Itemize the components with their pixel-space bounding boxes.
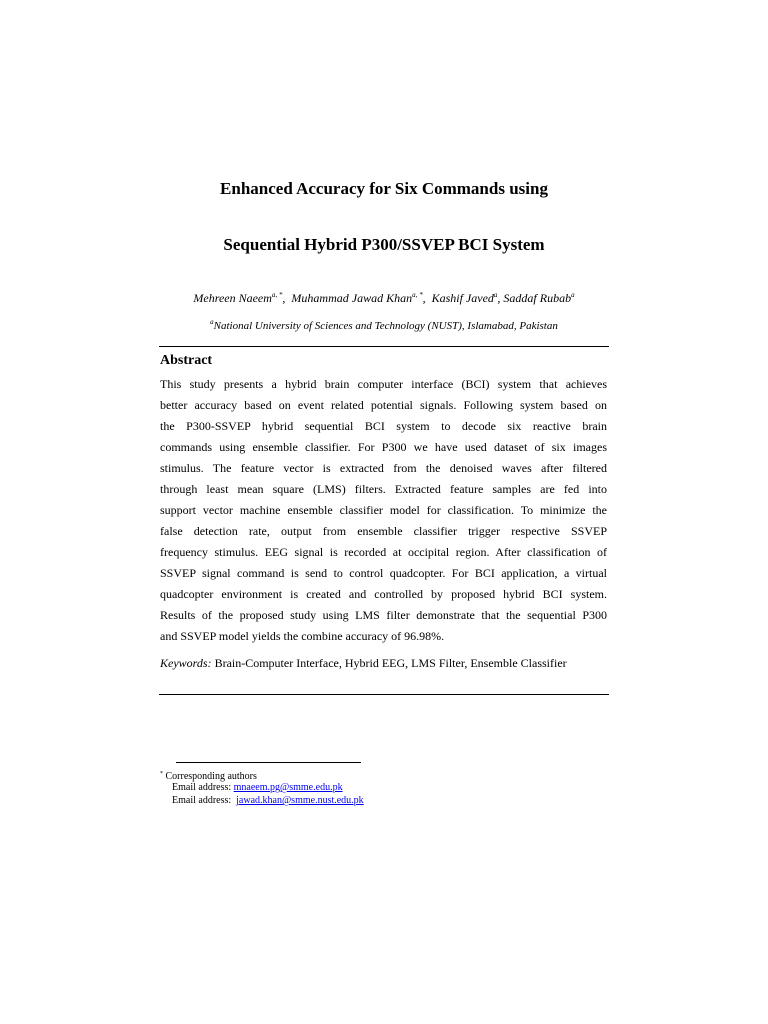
author-list: Mehreen Naeem$^{a, *}$, Muhammad Jawad Khan$^{a, *}$, Kashif Javed$^a$, Saddaf Rubab$^a$ [193, 291, 575, 305]
abstract-line: frequency stimulus. EEG signal is recorded at occipital region. After classification of [160, 545, 607, 559]
email-label: Email address: [172, 795, 237, 806]
abstract-line: and SSVEP model yields the combine accuracy of 96.98%. [160, 629, 445, 643]
abstract-line: commands using ensemble classifier. For P300 we have used dataset of six images [160, 440, 607, 454]
footnote-mark: * [160, 771, 163, 777]
abstract-line: the P300-SSVEP hybrid sequential BCI system to decode six reactive brain [160, 419, 607, 433]
abstract-line: through least mean square (LMS) filters. Extracted feature samples are fed into [160, 482, 607, 496]
abstract-line: stimulus. The feature vector is extracted from the denoised waves after filtered [160, 461, 607, 475]
abstract-line: false detection rate, output from ensemble classifier trigger respective SSVEP [160, 524, 607, 538]
abstract-body [160, 374, 607, 647]
footnote-email-2 [172, 794, 364, 807]
keywords [160, 656, 567, 671]
keywords-label: Keywords: [160, 656, 212, 670]
section-divider-top [159, 346, 609, 347]
abstract-line: quadcopter environment is created and controlled by proposed hybrid BCI system. [160, 587, 607, 601]
paper-title-line-1: Enhanced Accuracy for Six Commands using [220, 179, 548, 198]
author-affiliation-mark: a, * [271, 291, 283, 299]
abstract-line: SSVEP signal command is send to control quadcopter. For BCI application, a virtual [160, 566, 607, 580]
keywords-text: Brain-Computer Interface, Hybrid EEG, LMS Filter, Ensemble Classifier [214, 656, 567, 670]
author-affiliation-mark: a [493, 291, 498, 299]
email-link[interactable]: mnaeem.pg@smme.edu.pk [233, 782, 343, 793]
section-divider-bottom [159, 694, 609, 695]
affiliation-mark: a [210, 318, 214, 326]
author-affiliation-mark: a [571, 291, 575, 299]
author-name: Saddaf Rubab [503, 291, 572, 305]
author-name: Muhammad Jawad Khan [291, 291, 413, 305]
abstract-line: support vector machine ensemble classifier model for classification. To minimize the [160, 503, 607, 517]
abstract-heading: Abstract [160, 353, 213, 368]
email-label: Email address: [172, 782, 234, 793]
footnote-email-1 [172, 781, 343, 794]
author-name: Mehreen Naeem [193, 291, 272, 305]
abstract-line: better accuracy based on event related potential signals. Following system based on [160, 398, 607, 412]
author-affiliation [0, 318, 768, 332]
abstract-line: Results of the proposed study using LMS filter demonstrate that the sequential P300 [160, 608, 607, 622]
author-affiliation-mark: a, * [412, 291, 423, 299]
author-name: Kashif Javed [431, 291, 494, 305]
email-link[interactable]: jawad.khan@smme.nust.edu.pk [236, 795, 364, 806]
abstract-line: This study presents a hybrid brain computer interface (BCI) system that achieves [160, 377, 607, 391]
footnote-separator [176, 762, 361, 763]
paper-title-line-2: Sequential Hybrid P300/SSVEP BCI System [223, 235, 545, 254]
affiliation-text: National University of Sciences and Technology (NUST), Islamabad, Pakistan [213, 320, 558, 332]
footnote-corresponding-text: Corresponding authors [165, 771, 257, 782]
